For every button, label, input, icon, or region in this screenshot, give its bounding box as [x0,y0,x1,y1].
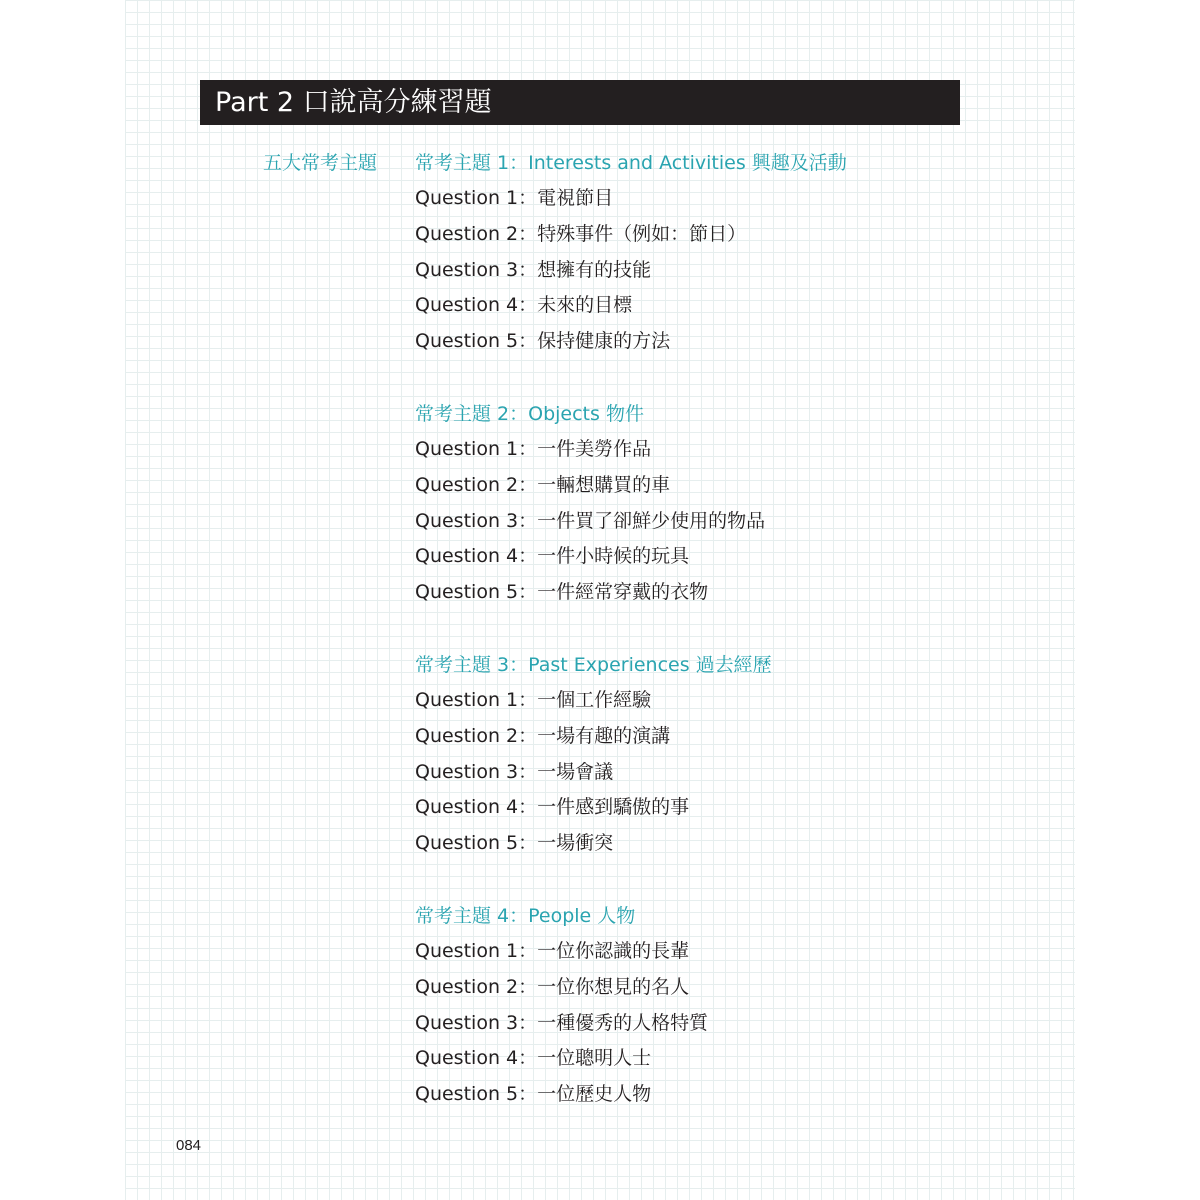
topic-heading: 常考主題 4：People 人物 [415,904,636,927]
question-item: Question 5：一位歷史人物 [415,1083,652,1106]
topic-heading: 常考主題 3：Past Experiences 過去經歷 [415,653,772,676]
question-item: Question 2：一輛想購買的車 [415,473,671,496]
question-item: Question 4：未來的目標 [415,294,633,317]
page-number: 084 [176,1137,202,1154]
question-item: Question 5：一場衝突 [415,832,614,855]
topic-heading: 常考主題 1：Interests and Activities 興趣及活動 [415,152,847,174]
topic-3 [415,647,975,862]
question-item: Question 5：一件經常穿戴的衣物 [415,581,709,604]
topic-heading: 常考主題 2：Objects 物件 [415,402,644,425]
question-item: Question 2：一場有趣的演講 [415,724,671,747]
question-item: Question 1：一個工作經驗 [415,688,652,711]
question-item: Question 3：一場會議 [415,760,614,783]
question-item: Question 5：保持健康的方法 [415,330,671,353]
topics-side-label: 五大常考主題 [263,152,378,174]
question-item: Question 3：一種優秀的人格特質 [415,1011,709,1034]
question-item: Question 4：一件小時候的玩具 [415,545,690,568]
topic-4 [415,898,975,1113]
topic-2 [415,396,975,611]
section-title: Part 2 口說高分練習題 [200,80,960,125]
question-item: Question 1：一件美勞作品 [415,437,652,460]
question-item: Question 4：一位聰明人士 [415,1047,652,1070]
question-item: Question 2：一位你想見的名人 [415,975,690,998]
question-item: Question 3：想擁有的技能 [415,258,652,281]
question-item: Question 2：特殊事件（例如：節日） [415,222,747,245]
question-item: Question 1：電視節目 [415,187,614,209]
question-item: Question 1：一位你認識的長輩 [415,939,690,962]
topic-1 [415,145,975,360]
question-item: Question 4：一件感到驕傲的事 [415,796,690,819]
topics-list [415,145,975,1149]
question-item: Question 3：一件買了卻鮮少使用的物品 [415,509,766,532]
